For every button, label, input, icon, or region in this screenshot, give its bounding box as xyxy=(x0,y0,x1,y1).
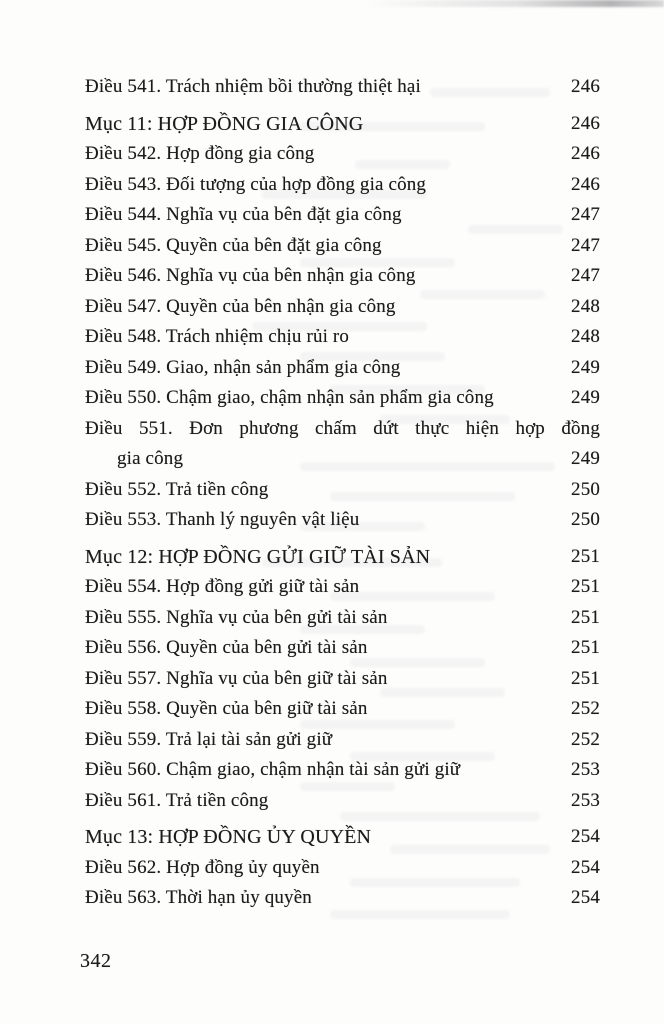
toc-entry-page: 251 xyxy=(571,606,600,628)
toc-entry-title: Điều 559. Trả lại tài sản gửi giữ xyxy=(85,728,333,750)
toc-article-entry xyxy=(85,322,600,353)
toc-entry-page: 251 xyxy=(571,667,600,689)
toc-entry-title: Điều 541. Trách nhiệm bồi thường thiệt hại xyxy=(85,76,421,97)
toc-article-entry xyxy=(85,633,600,664)
toc-entry-title: Mục 13: HỢP ĐỒNG ỦY QUYỀN xyxy=(85,826,372,848)
toc-entry-title: Điều 549. Giao, nhận sản phẩm gia công xyxy=(85,356,401,378)
toc-article-entry xyxy=(85,261,600,292)
toc-entry-title: Điều 562. Hợp đồng ủy quyền xyxy=(85,856,320,878)
toc-entry-title: Điều 546. Nghĩa vụ của bên nhận gia công xyxy=(85,265,416,286)
toc-entry-page: 246 xyxy=(571,143,600,164)
toc-entry-page: 250 xyxy=(571,478,600,500)
toc-article-entry xyxy=(85,139,600,170)
toc-entry-page: 247 xyxy=(571,234,600,256)
toc-entry-title: Điều 560. Chậm giao, chậm nhận tài sản gửi giữ xyxy=(85,759,461,780)
toc-entry-title: Điều 556. Quyền của bên gửi tài sản xyxy=(85,637,368,658)
toc-article-entry xyxy=(85,231,600,262)
toc-list xyxy=(85,72,600,914)
toc-article-entry xyxy=(85,200,600,231)
toc-entry-title: Điều 542. Hợp đồng gia công xyxy=(85,143,315,164)
toc-article-entry xyxy=(85,170,600,201)
toc-entry-title: Mục 11: HỢP ĐỒNG GIA CÔNG xyxy=(85,112,364,135)
toc-article-entry xyxy=(85,505,600,536)
toc-entry-page: 249 xyxy=(571,387,600,408)
toc-entry-title-line2: gia công xyxy=(117,448,184,469)
toc-entry-title: Điều 547. Quyền của bên nhận gia công xyxy=(85,295,396,317)
toc-entry-title: Điều 552. Trả tiền công xyxy=(85,478,269,500)
toc-article-entry xyxy=(85,292,600,323)
toc-section-entry xyxy=(85,542,600,573)
toc-article-entry xyxy=(85,664,600,695)
toc-entry-title: Điều 557. Nghĩa vụ của bên giữ tài sản xyxy=(85,667,388,689)
toc-article-entry xyxy=(85,694,600,725)
toc-entry-page: 248 xyxy=(571,295,600,317)
toc-article-entry xyxy=(85,725,600,756)
toc-entry-title: Điều 548. Trách nhiệm chịu rủi ro xyxy=(85,326,350,347)
toc-entry-title: Điều 554. Hợp đồng gửi giữ tài sản xyxy=(85,576,360,597)
toc-entry-title: Điều 555. Nghĩa vụ của bên gửi tài sản xyxy=(85,606,388,628)
toc-article-entry xyxy=(85,755,600,786)
toc-entry-page: 253 xyxy=(571,789,600,811)
toc-article-entry xyxy=(85,353,600,384)
toc-article-entry xyxy=(85,883,600,914)
toc-article-entry xyxy=(85,475,600,506)
toc-entry-page: 247 xyxy=(571,204,600,225)
toc-entry-title: Điều 545. Quyền của bên đặt gia công xyxy=(85,234,382,256)
toc-entry-page: 252 xyxy=(571,728,600,750)
toc-article-entry xyxy=(85,853,600,884)
toc-entry-title: Điều 543. Đối tượng của hợp đồng gia công xyxy=(85,173,427,195)
toc-article-entry xyxy=(85,603,600,634)
toc-entry-title: Mục 12: HỢP ĐỒNG GỬI GIỮ TÀI SẢN xyxy=(85,545,431,568)
toc-entry-page: 254 xyxy=(571,856,600,878)
toc-entry-title: Điều 544. Nghĩa vụ của bên đặt gia công xyxy=(85,204,402,225)
toc-entry-title: Điều 558. Quyền của bên giữ tài sản xyxy=(85,698,368,719)
page-number: 342 xyxy=(80,950,112,972)
toc-entry-page: 248 xyxy=(571,326,600,347)
toc-entry-page: 247 xyxy=(571,265,600,286)
toc-entry-page: 251 xyxy=(571,576,600,597)
toc-article-entry xyxy=(85,572,600,603)
toc-entry-page: 249 xyxy=(571,448,600,469)
toc-section-entry xyxy=(85,109,600,140)
toc-section-entry xyxy=(85,822,600,853)
toc-entry-page: 254 xyxy=(571,887,600,908)
toc-entry-page: 246 xyxy=(571,112,600,134)
toc-article-entry xyxy=(85,786,600,817)
toc-entry-title: Điều 561. Trả tiền công xyxy=(85,789,269,811)
toc-entry-title xyxy=(85,414,600,475)
toc-entry-page: 254 xyxy=(571,826,600,847)
toc-entry-page: 250 xyxy=(571,509,600,530)
toc-entry-page: 252 xyxy=(571,698,600,719)
toc-entry-title: Điều 563. Thời hạn ủy quyền xyxy=(85,887,312,908)
toc-article-entry xyxy=(85,72,600,103)
toc-entry-page: 246 xyxy=(571,173,600,195)
toc-entry-page: 249 xyxy=(571,356,600,378)
toc-entry-title: Điều 553. Thanh lý nguyên vật liệu xyxy=(85,509,360,530)
toc-article-entry xyxy=(85,383,600,414)
toc-article-entry xyxy=(85,414,600,475)
toc-entry-page: 251 xyxy=(571,637,600,658)
toc-entry-page: 246 xyxy=(571,76,600,97)
toc-entry-page: 253 xyxy=(571,759,600,780)
toc-entry-page: 251 xyxy=(571,545,600,567)
toc-entry-title: Điều 550. Chậm giao, chậm nhận sản phẩm gia công xyxy=(85,387,494,408)
toc-entry-title-line1: Điều 551. Đơn phương chấm dứt thực hiện hợp đồng xyxy=(85,417,600,439)
